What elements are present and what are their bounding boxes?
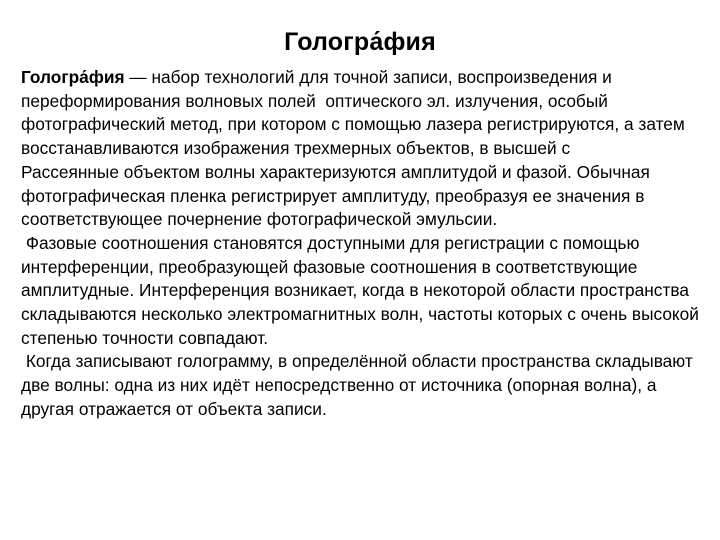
slide-body [21, 66, 711, 422]
intro-term: Гологра́фия [21, 67, 125, 87]
intro-paragraph [21, 66, 711, 161]
paragraph-hologram-recording: Когда записывают голограмму, в определённой области пространства складывают две волны: одна из них идёт непосредственно от источника (опорная волна), а другая отражается от объекта записи. [21, 351, 698, 419]
paragraph-phase-relations: Фазовые соотношения становятся доступными для регистрации с помощью интерференции, преобразующей фазовые соотношения в соответствующие амплитудные. Интерференция возникает, когда в некоторой области пространства складываются несколько электромагнитных волн, частоты которых с очень высокой степенью точности совпадают. [21, 232, 704, 348]
paragraph-scattered-waves: Рассеянные объектом волны характеризуются амплитудой и фазой. Обычная фотографическая пленка регистрирует амплитуду, преобразуя ее значения в соответствующее почернение фотографической эмульсии. [21, 161, 655, 230]
slide-title: Гологра́фия [284, 28, 436, 56]
intro-definition: — набор технологий для точной записи, воспроизведения и переформирования волновых полей оптического эл. излучения, особый фотографический метод, при котором с помощью лазера регистрируются, а затем восстанавливаются изображения трехмерных объектов, в высшей с [21, 67, 690, 159]
